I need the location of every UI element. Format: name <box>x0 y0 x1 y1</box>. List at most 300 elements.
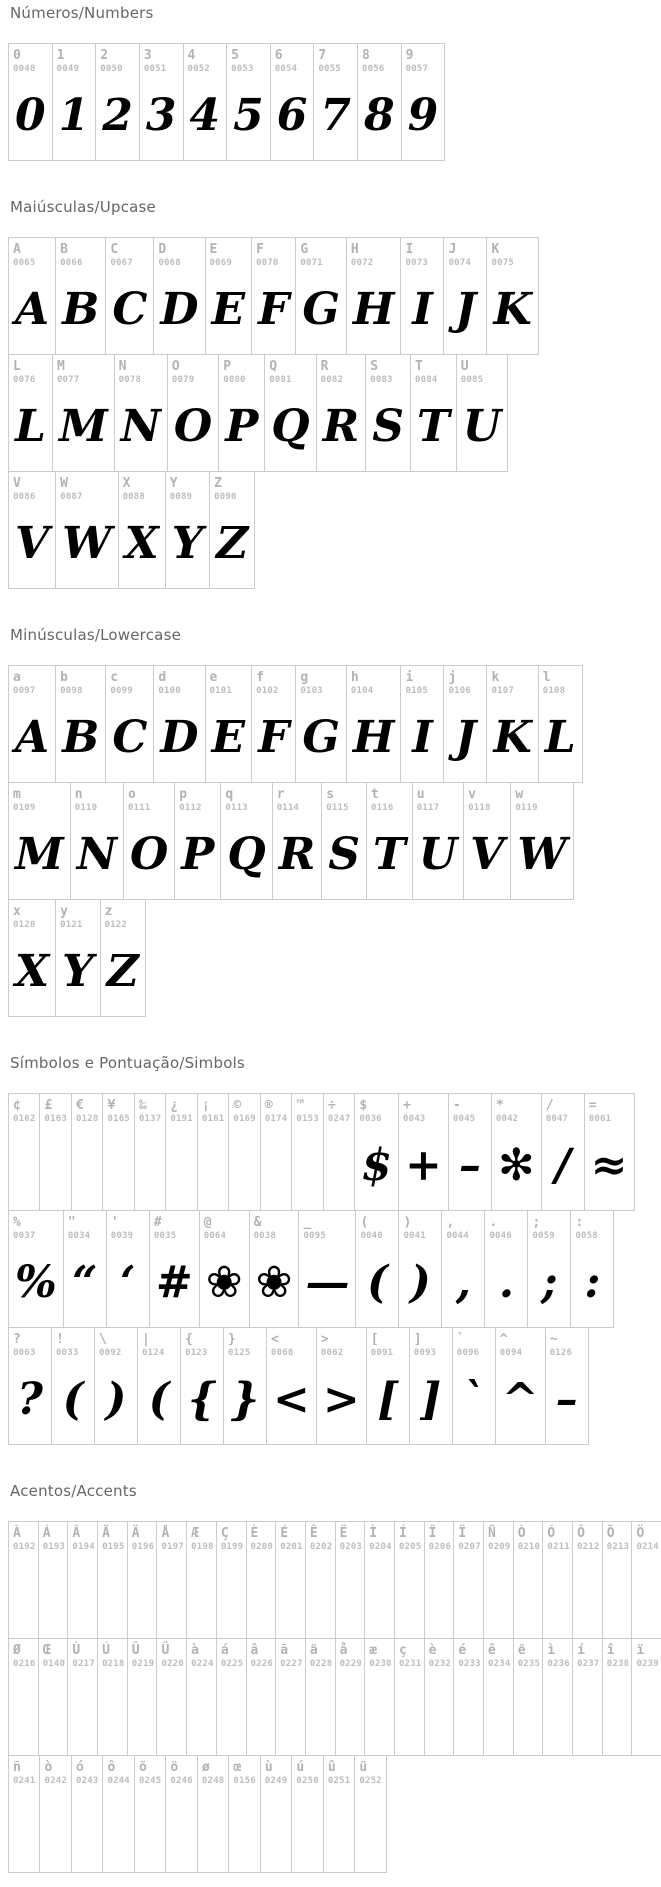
character-label: : <box>575 1215 584 1230</box>
character-code: 0078 <box>118 375 142 386</box>
character-label: í <box>577 1643 585 1658</box>
character-code: 0211 <box>547 1542 570 1553</box>
character-label: q <box>225 787 234 802</box>
character-code: 0234 <box>488 1659 511 1670</box>
character-code: 0125 <box>228 1348 251 1359</box>
character-code: 0067 <box>110 258 133 269</box>
glyph-cell <box>305 1638 336 1756</box>
character-label: ! <box>56 1332 64 1347</box>
charmap-section <box>8 4 661 160</box>
glyph-preview: S <box>372 401 404 452</box>
character-label: ô <box>107 1760 116 1775</box>
glyph-cell <box>346 237 402 355</box>
character-label: + <box>402 1098 411 1113</box>
character-label: Z <box>214 476 222 491</box>
glyph-preview <box>365 1677 394 1755</box>
glyph-preview: O <box>173 401 213 452</box>
glyph-preview <box>9 1677 38 1755</box>
glyph-cell <box>357 43 402 161</box>
glyph-preview: 2 <box>102 90 133 141</box>
character-label: w <box>515 787 524 802</box>
character-label: B <box>60 242 68 257</box>
glyph-preview <box>229 1132 259 1210</box>
character-code: 0242 <box>44 1776 67 1787</box>
cell-header <box>166 1094 196 1132</box>
character-code: 0196 <box>131 1542 155 1553</box>
cell-header <box>367 783 412 821</box>
character-code: 0073 <box>405 258 428 269</box>
glyph-preview: ( <box>148 1374 170 1425</box>
character-label: m <box>13 787 21 802</box>
glyph-cell <box>220 782 272 900</box>
cell-header <box>306 1639 335 1677</box>
glyph-preview: ] <box>420 1374 442 1425</box>
character-label: ä <box>309 1643 318 1658</box>
glyph-cell <box>97 1521 128 1639</box>
character-label: Ô <box>577 1526 585 1541</box>
glyph-cell <box>443 665 487 783</box>
section-rows <box>8 1521 661 1872</box>
glyph-preview: G <box>302 284 340 335</box>
character-label: - <box>452 1098 461 1113</box>
character-code: 0049 <box>56 64 80 75</box>
cell-header <box>296 238 346 276</box>
character-code: 0064 <box>203 1231 227 1242</box>
character-label: 7 <box>318 48 327 63</box>
cell-header <box>227 44 270 82</box>
glyph-cell <box>313 43 358 161</box>
cell-header <box>261 1094 291 1132</box>
character-code: 0233 <box>458 1659 481 1670</box>
cell-header <box>68 1639 97 1677</box>
cell-header <box>528 1211 570 1249</box>
glyph-cell <box>355 1210 399 1328</box>
character-label: b <box>60 670 68 685</box>
character-label: _ <box>303 1215 312 1230</box>
glyph-cell <box>484 1210 528 1328</box>
character-label: ® <box>264 1098 273 1113</box>
glyph-row <box>8 1327 661 1444</box>
glyph-cell <box>228 1755 260 1873</box>
character-label: x <box>13 904 21 919</box>
glyph-preview <box>261 1794 291 1872</box>
glyph-cell <box>8 354 53 472</box>
cell-header <box>124 783 174 821</box>
glyph-cell <box>251 237 296 355</box>
character-label: ã <box>280 1643 289 1658</box>
cell-header <box>119 472 165 510</box>
glyph-preview: Z <box>106 946 139 997</box>
glyph-cell <box>123 782 175 900</box>
cell-header <box>181 1328 223 1366</box>
cell-header <box>98 1639 127 1677</box>
glyph-preview: : <box>584 1257 601 1308</box>
glyph-preview <box>72 1132 102 1210</box>
glyph-cell <box>335 1521 366 1639</box>
character-code: 0123 <box>185 1348 208 1359</box>
cell-header <box>9 1328 51 1366</box>
glyph-cell <box>354 1093 399 1211</box>
character-code: 0074 <box>448 258 471 269</box>
glyph-preview: B <box>62 284 100 335</box>
glyph-cell <box>305 1521 336 1639</box>
glyph-preview <box>187 1677 216 1755</box>
cell-header <box>454 1522 483 1560</box>
character-label: g <box>300 670 309 685</box>
character-label: Õ <box>606 1526 615 1541</box>
character-label: ö <box>170 1760 179 1775</box>
glyph-preview <box>603 1560 632 1638</box>
glyph-preview: B <box>62 712 100 763</box>
cell-header <box>206 666 252 704</box>
cell-header <box>336 1639 365 1677</box>
glyph-preview: H <box>352 712 395 763</box>
character-label: À <box>13 1526 21 1541</box>
glyph-preview <box>198 1132 228 1210</box>
character-code: 0048 <box>13 64 36 75</box>
cell-header <box>9 1756 39 1794</box>
glyph-preview: 0 <box>15 90 46 141</box>
cell-header <box>210 472 254 510</box>
cell-header <box>484 1639 513 1677</box>
character-label: Ä <box>131 1526 140 1541</box>
character-label: v <box>468 787 476 802</box>
glyph-cell <box>409 1327 453 1445</box>
glyph-cell <box>366 1327 410 1445</box>
cell-header <box>101 900 145 938</box>
character-label: F <box>256 242 264 257</box>
character-label: ü <box>359 1760 368 1775</box>
character-label: h <box>350 670 359 685</box>
glyph-cell <box>486 665 538 783</box>
glyph-cell <box>106 1210 150 1328</box>
character-label: S <box>370 359 379 374</box>
character-label: Ø <box>13 1643 21 1658</box>
cell-header <box>140 44 183 82</box>
glyph-preview: + <box>404 1140 442 1191</box>
cell-header <box>355 1756 385 1794</box>
glyph-preview <box>454 1560 483 1638</box>
character-code: 0245 <box>138 1776 162 1787</box>
character-label: 8 <box>362 48 370 63</box>
cell-header <box>96 44 139 82</box>
cell-header <box>542 1094 584 1132</box>
character-code: 0057 <box>405 64 429 75</box>
character-code: 0246 <box>170 1776 193 1787</box>
cell-header <box>219 355 264 393</box>
cell-header <box>9 44 52 82</box>
glyph-preview: I <box>412 712 433 763</box>
character-code: 0232 <box>428 1659 452 1670</box>
cell-header <box>464 783 510 821</box>
glyph-cell <box>295 237 347 355</box>
cell-header <box>573 1522 602 1560</box>
glyph-preview: ` <box>462 1374 485 1425</box>
glyph-preview: M <box>15 829 64 880</box>
character-code: 0126 <box>549 1348 573 1359</box>
glyph-preview <box>395 1560 424 1638</box>
character-label: å <box>339 1643 348 1658</box>
glyph-preview: D <box>160 284 199 335</box>
cell-header <box>366 355 410 393</box>
character-code: 0247 <box>327 1114 351 1125</box>
cell-header <box>292 1094 322 1132</box>
character-code: 0214 <box>636 1542 659 1553</box>
glyph-preview <box>72 1794 102 1872</box>
glyph-preview <box>135 1132 165 1210</box>
glyph-cell <box>134 1755 166 1873</box>
cell-header <box>217 1522 246 1560</box>
character-code: 0244 <box>107 1776 130 1787</box>
character-label: > <box>320 1332 329 1347</box>
glyph-cell <box>495 1327 546 1445</box>
glyph-preview: , <box>455 1257 472 1308</box>
character-code: 0036 <box>359 1114 382 1125</box>
character-label: T <box>414 359 423 374</box>
cell-header <box>425 1639 454 1677</box>
cell-header <box>56 666 105 704</box>
glyph-cell <box>260 1093 292 1211</box>
character-label: ™ <box>296 1098 305 1113</box>
character-label: i <box>405 670 414 685</box>
glyph-preview: H <box>352 284 395 335</box>
character-label: E <box>209 242 218 257</box>
character-code: 0040 <box>360 1231 383 1242</box>
character-label: Ü <box>161 1643 170 1658</box>
glyph-preview: Y <box>171 518 204 569</box>
cell-header <box>632 1639 661 1677</box>
glyph-cell <box>8 1327 52 1445</box>
cell-header <box>358 44 401 82</box>
glyph-preview: G <box>302 712 340 763</box>
glyph-preview: U <box>418 829 458 880</box>
glyph-preview <box>103 1132 133 1210</box>
glyph-preview: A <box>15 284 50 335</box>
glyph-cell <box>218 354 265 472</box>
character-label: P <box>223 359 232 374</box>
character-code: 0046 <box>489 1231 512 1242</box>
cell-header <box>166 472 209 510</box>
character-label: % <box>13 1215 21 1230</box>
cell-header <box>40 1756 70 1794</box>
character-label: € <box>75 1098 84 1113</box>
cell-header <box>135 1756 165 1794</box>
glyph-preview <box>543 1677 572 1755</box>
character-label: 2 <box>100 48 109 63</box>
character-label: Å <box>161 1526 170 1541</box>
character-code: 0162 <box>13 1114 36 1125</box>
glyph-cell <box>8 43 53 161</box>
cell-header <box>39 1639 68 1677</box>
glyph-preview: U <box>462 401 502 452</box>
character-label: $ <box>359 1098 368 1113</box>
character-code: 0110 <box>74 803 98 814</box>
character-code: 0094 <box>499 1348 523 1359</box>
glyph-cell <box>8 899 56 1017</box>
character-label: Ñ <box>488 1526 496 1541</box>
cell-header <box>154 666 204 704</box>
section-rows <box>8 665 661 1016</box>
cell-header <box>365 1639 394 1677</box>
cell-header <box>585 1094 634 1132</box>
glyph-cell <box>266 1327 317 1445</box>
cell-header <box>9 783 70 821</box>
character-label: õ <box>138 1760 147 1775</box>
glyph-cell <box>249 1210 300 1328</box>
glyph-preview: ‘ <box>120 1257 136 1308</box>
glyph-preview <box>425 1677 454 1755</box>
glyph-preview <box>292 1132 322 1210</box>
character-label: ÷ <box>327 1098 336 1113</box>
glyph-preview <box>128 1560 157 1638</box>
glyph-cell <box>572 1638 603 1756</box>
character-label: z <box>104 904 113 919</box>
character-code: 0212 <box>577 1542 600 1553</box>
character-label: ø <box>201 1760 210 1775</box>
glyph-cell <box>291 1755 323 1873</box>
character-code: 0112 <box>179 803 202 814</box>
glyph-cell <box>94 1327 138 1445</box>
glyph-cell <box>410 354 457 472</box>
character-code: 0106 <box>448 686 471 697</box>
glyph-preview: # <box>155 1257 193 1308</box>
glyph-row <box>8 1755 661 1872</box>
glyph-row <box>8 43 661 160</box>
character-label: Ö <box>636 1526 645 1541</box>
character-label: Ù <box>72 1643 81 1658</box>
glyph-cell <box>186 1638 217 1756</box>
character-code: 0250 <box>296 1776 319 1787</box>
cell-header <box>454 1639 483 1677</box>
glyph-preview: 1 <box>58 90 90 141</box>
character-label: 4 <box>187 48 196 63</box>
character-code: 0109 <box>13 803 36 814</box>
glyph-cell <box>216 1638 247 1756</box>
cell-header <box>103 1094 133 1132</box>
glyph-preview <box>454 1677 483 1755</box>
character-code: 0140 <box>42 1659 66 1670</box>
character-label: ï <box>636 1643 645 1658</box>
character-code: 0102 <box>256 686 279 697</box>
glyph-preview: ❀ <box>255 1257 293 1308</box>
character-label: 5 <box>231 48 239 63</box>
character-label: 3 <box>143 48 152 63</box>
glyph-cell <box>197 1093 229 1211</box>
glyph-preview <box>632 1560 661 1638</box>
character-label: Y <box>169 476 178 491</box>
cell-header <box>453 1328 495 1366</box>
character-label: a <box>13 670 21 685</box>
character-code: 0113 <box>225 803 248 814</box>
cell-header <box>9 472 55 510</box>
cell-header <box>496 1328 545 1366</box>
character-code: 0239 <box>636 1659 659 1670</box>
character-code: 0252 <box>359 1776 382 1787</box>
glyph-row <box>8 665 661 782</box>
character-code: 0213 <box>606 1542 630 1553</box>
glyph-cell <box>323 1755 355 1873</box>
character-code: 0119 <box>515 803 538 814</box>
glyph-cell <box>55 237 106 355</box>
glyph-cell <box>55 665 106 783</box>
glyph-cell <box>153 237 205 355</box>
glyph-cell <box>180 1327 224 1445</box>
glyph-cell <box>167 354 219 472</box>
glyph-preview: R <box>278 829 316 880</box>
glyph-cell <box>398 1093 449 1211</box>
character-label: } <box>228 1332 236 1347</box>
cell-header <box>395 1639 424 1677</box>
cell-header <box>9 1639 38 1677</box>
glyph-cell <box>71 1755 103 1873</box>
glyph-cell <box>400 665 444 783</box>
character-code: 0070 <box>256 258 279 269</box>
section-title: Minúsculas/Lowercase <box>10 626 182 644</box>
character-label: 0 <box>13 48 21 63</box>
character-code: 0200 <box>250 1542 273 1553</box>
glyph-cell <box>8 1521 39 1639</box>
character-code: 0216 <box>13 1659 36 1670</box>
cell-header <box>200 1211 249 1249</box>
character-label: Ê <box>309 1526 318 1541</box>
character-code: 0039 <box>110 1231 134 1242</box>
glyph-preview <box>135 1794 165 1872</box>
character-label: ñ <box>13 1760 21 1775</box>
cell-header <box>485 1211 527 1249</box>
cell-header <box>9 1094 39 1132</box>
character-label: n <box>74 787 83 802</box>
glyph-preview: ( <box>367 1257 388 1308</box>
character-code: 0201 <box>280 1542 303 1553</box>
character-code: 0060 <box>271 1348 294 1359</box>
glyph-cell <box>364 1521 395 1639</box>
glyph-cell <box>102 1093 134 1211</box>
glyph-cell <box>491 1093 542 1211</box>
glyph-cell <box>223 1327 267 1445</box>
cell-header <box>543 1522 572 1560</box>
character-code: 0204 <box>369 1542 392 1553</box>
cell-header <box>166 1756 196 1794</box>
glyph-cell <box>264 354 316 472</box>
character-label: U <box>460 359 469 374</box>
character-label: e <box>209 670 218 685</box>
cell-header <box>603 1639 632 1677</box>
character-code: 0248 <box>201 1776 225 1787</box>
glyph-row <box>8 899 661 1016</box>
glyph-preview <box>484 1560 513 1638</box>
glyph-cell <box>364 1638 395 1756</box>
cell-header <box>56 472 117 510</box>
glyph-preview: / <box>554 1140 571 1191</box>
character-label: O <box>171 359 180 374</box>
cell-header <box>9 355 52 393</box>
character-label: ( <box>360 1215 369 1230</box>
character-code: 0096 <box>456 1348 480 1359</box>
glyph-preview: C <box>112 712 148 763</box>
cell-header <box>40 1094 70 1132</box>
section-title: Acentos/Accents <box>10 1482 137 1500</box>
character-label: \ <box>99 1332 107 1347</box>
cell-header <box>252 666 295 704</box>
character-label: = <box>588 1098 597 1113</box>
cell-header <box>229 1094 259 1132</box>
character-label: Î <box>428 1526 437 1541</box>
character-code: 0055 <box>318 64 341 75</box>
glyph-preview: T <box>416 401 450 452</box>
glyph-cell <box>8 665 56 783</box>
character-code: 0050 <box>100 64 123 75</box>
glyph-cell <box>545 1327 589 1445</box>
